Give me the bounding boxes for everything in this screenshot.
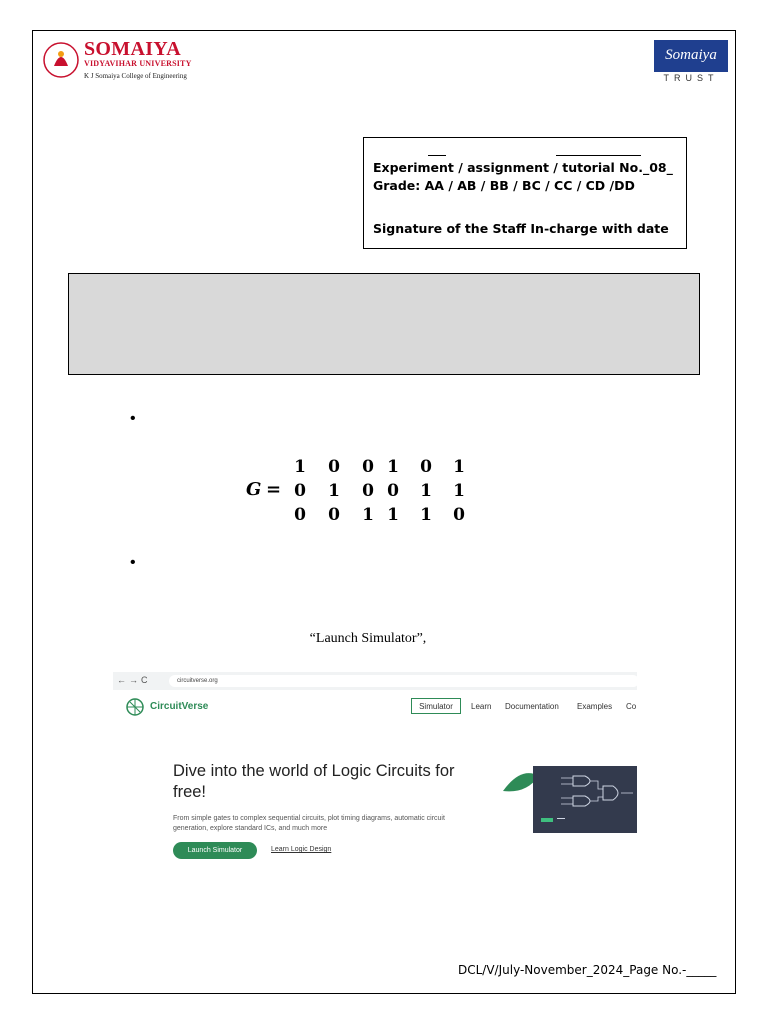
bullet-1: •	[130, 410, 136, 427]
nav-documentation[interactable]: Documentation	[505, 702, 559, 711]
grade-box	[363, 137, 687, 249]
signature-line: Signature of the Staff In-charge with date	[373, 221, 669, 236]
underline-long	[556, 155, 641, 156]
circuitverse-screenshot	[113, 672, 637, 864]
bullet-2: •	[130, 554, 136, 571]
trust-logo-script: Somaiya	[665, 47, 717, 63]
matrix-cell: 0	[294, 505, 306, 525]
nav-examples[interactable]: Examples	[577, 702, 613, 711]
site-header	[113, 690, 637, 725]
underline-short	[428, 155, 446, 156]
matrix-cell: 0	[420, 457, 432, 477]
circuit-illustration	[533, 766, 637, 833]
learn-logic-design-link[interactable]: Learn Logic Design	[271, 846, 332, 853]
grade-line: Grade: AA / AB / BB / BC / CC / CD /DD	[373, 178, 635, 193]
college-name: K J Somaiya College of Engineering	[84, 72, 187, 80]
browser-url-bar	[113, 672, 637, 690]
matrix-cell: 1	[453, 481, 465, 501]
logic-gates-icon	[533, 766, 637, 833]
matrix-cell: 0	[328, 457, 340, 477]
trust-logo	[654, 40, 728, 84]
matrix-equals: =	[266, 479, 282, 500]
somaiya-emblem-icon	[40, 40, 82, 80]
university-subtitle: VIDYAVIHAR UNIVERSITY	[84, 59, 192, 68]
matrix-cell: 0	[328, 505, 340, 525]
matrix-cell: 0	[387, 481, 399, 501]
matrix-cell: 0	[362, 457, 374, 477]
title-box	[68, 273, 700, 375]
nav-learn[interactable]: Learn	[471, 702, 492, 711]
browser-nav-icons: ←→C	[117, 675, 151, 685]
matrix-cell: 1	[420, 481, 432, 501]
hero-section	[113, 724, 637, 864]
matrix-cell: 1	[453, 457, 465, 477]
matrix-cell: 1	[328, 481, 340, 501]
page-footer: DCL/V/July-November_2024_Page No.-_____	[458, 963, 717, 977]
matrix-cell: 1	[294, 457, 306, 477]
circuitverse-brand: CircuitVerse	[150, 701, 209, 712]
nav-community[interactable]: Co	[626, 702, 637, 711]
matrix-cell: 1	[362, 505, 374, 525]
launch-simulator-quote: “Launch Simulator”,	[309, 631, 427, 646]
matrix-cell: 1	[387, 505, 399, 525]
nav-simulator-button[interactable]: Simulator	[411, 698, 461, 714]
matrix-cell: 0	[294, 481, 306, 501]
trust-label: TRUST	[663, 73, 719, 83]
matrix-cell: 1	[387, 457, 399, 477]
hero-subtitle: From simple gates to complex sequential circuits, plot timing diagrams, automatic circuit generation, explore standard ICs, and much more	[173, 815, 445, 832]
university-name: SOMAIYA	[84, 38, 181, 60]
experiment-line: Experiment / assignment / tutorial No._08_	[373, 160, 673, 175]
browser-url: circuitverse.org	[169, 675, 637, 687]
matrix-cell: 1	[420, 505, 432, 525]
matrix-label: G	[246, 479, 262, 500]
matrix-cell: 0	[362, 481, 374, 501]
matrix-cell: 0	[453, 505, 465, 525]
hero-title: Dive into the world of Logic Circuits for free!	[173, 762, 455, 801]
launch-simulator-button[interactable]: Launch Simulator	[173, 842, 257, 859]
circuitverse-logo-icon	[125, 697, 145, 717]
